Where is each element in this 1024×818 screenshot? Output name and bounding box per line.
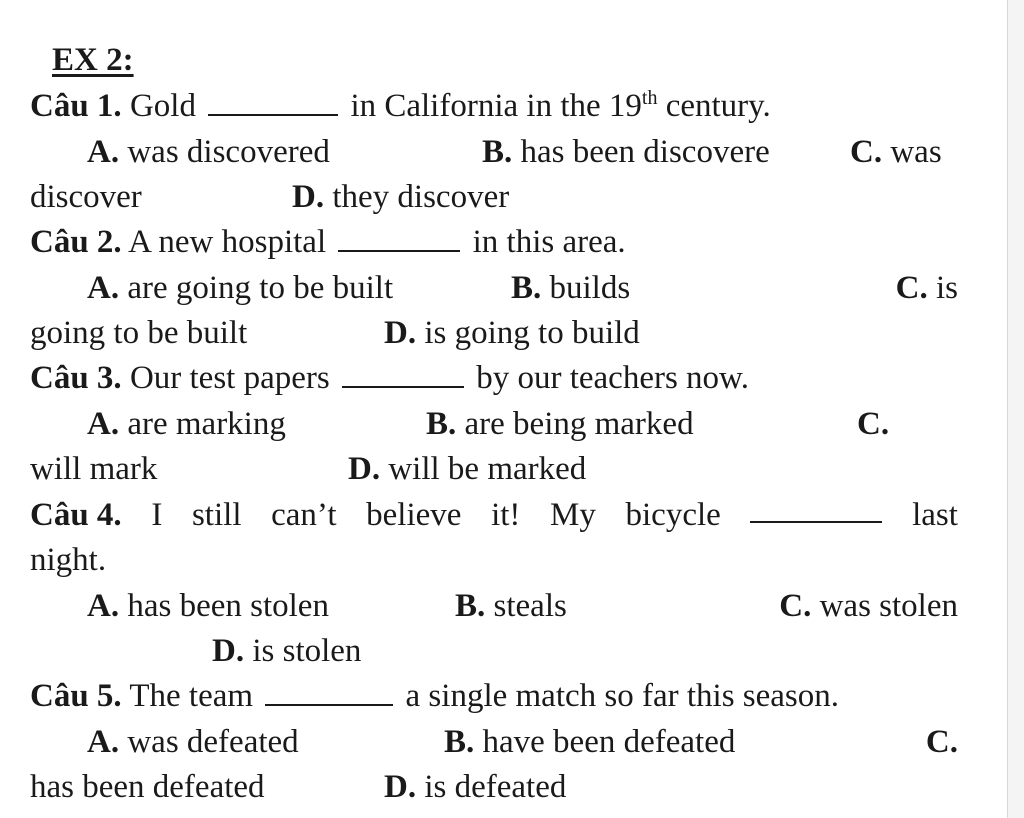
question-1-option-a[interactable]: A. was discovered: [87, 134, 330, 170]
question-2-option-c-cont[interactable]: going to be built: [30, 315, 248, 351]
question-1-after: in California in the 19: [350, 88, 642, 124]
question-3-option-a[interactable]: A. are marking: [87, 406, 286, 442]
question-3-before: Our test papers: [129, 360, 330, 396]
question-4-stem: [30, 495, 958, 535]
question-3-option-d[interactable]: D. will be marked: [348, 451, 587, 487]
question-2-option-c[interactable]: C. is: [895, 270, 958, 306]
question-5-after: a single match so far this season.: [405, 678, 840, 714]
question-5-blank[interactable]: [265, 678, 393, 706]
question-2-option-a[interactable]: A. are going to be built: [87, 270, 394, 306]
question-3-option-b[interactable]: B. are being marked: [426, 406, 694, 442]
question-1-after-end: century.: [657, 88, 771, 124]
question-4-word: can’t: [271, 497, 337, 533]
question-5-stem: [30, 676, 958, 716]
question-1-before: Gold: [129, 88, 196, 124]
question-5-before: The team: [129, 678, 254, 714]
question-2-option-d[interactable]: D. is going to build: [384, 315, 640, 351]
question-2-stem: [30, 222, 958, 262]
question-4-stem-wrap: night.: [30, 542, 107, 578]
question-1-option-c-cont[interactable]: discover: [30, 179, 142, 215]
question-5-label: Câu 5.: [30, 678, 122, 714]
question-4-option-c[interactable]: C. was stolen: [779, 588, 958, 624]
question-1-stem: [30, 86, 958, 126]
question-5-option-b[interactable]: B. have been defeated: [444, 724, 736, 760]
question-4-word: believe: [366, 497, 462, 533]
question-1-label: Câu 1.: [30, 88, 122, 124]
question-3-blank[interactable]: [342, 360, 464, 388]
question-2-label: Câu 2.: [30, 224, 122, 260]
question-4-option-a[interactable]: A. has been stolen: [87, 588, 329, 624]
question-5-option-c-cont[interactable]: has been defeated: [30, 769, 265, 805]
question-1-option-d[interactable]: D. they discover: [292, 179, 510, 215]
question-1-option-c[interactable]: C. was: [850, 134, 942, 170]
question-4-option-b[interactable]: B. steals: [455, 588, 567, 624]
question-1-option-b[interactable]: B. has been discovere: [482, 134, 770, 170]
question-5-option-d[interactable]: D. is defeated: [384, 769, 567, 805]
question-3-stem: [30, 358, 958, 398]
exercise-title: EX 2:: [52, 42, 134, 78]
question-4-label: Câu 4.: [30, 497, 122, 533]
question-4-word: still: [191, 497, 242, 533]
question-4-word: My: [550, 497, 596, 533]
question-4-option-d[interactable]: D. is stolen: [212, 633, 362, 669]
question-3-after: by our teachers now.: [476, 360, 749, 396]
question-1-superscript: th: [641, 87, 658, 109]
question-4-word: bicycle: [625, 497, 721, 533]
question-2-before: A new hospital: [128, 224, 327, 260]
question-2-option-b[interactable]: B. builds: [511, 270, 631, 306]
question-2-after: in this area.: [472, 224, 626, 260]
question-2-blank[interactable]: [338, 224, 460, 252]
question-4-blank[interactable]: [750, 495, 882, 523]
question-5-option-a[interactable]: A. was defeated: [87, 724, 299, 760]
question-4-after: last: [912, 497, 958, 533]
page-edge-shadow: [1007, 0, 1024, 818]
question-3-label: Câu 3.: [30, 360, 122, 396]
question-4-word: it!: [491, 497, 521, 533]
question-5-option-c[interactable]: C.: [925, 724, 958, 760]
question-3-option-c[interactable]: C.: [857, 406, 890, 442]
question-4-word: I: [151, 497, 163, 533]
question-3-option-c-cont[interactable]: will mark: [30, 451, 158, 487]
question-1-blank[interactable]: [208, 88, 338, 116]
